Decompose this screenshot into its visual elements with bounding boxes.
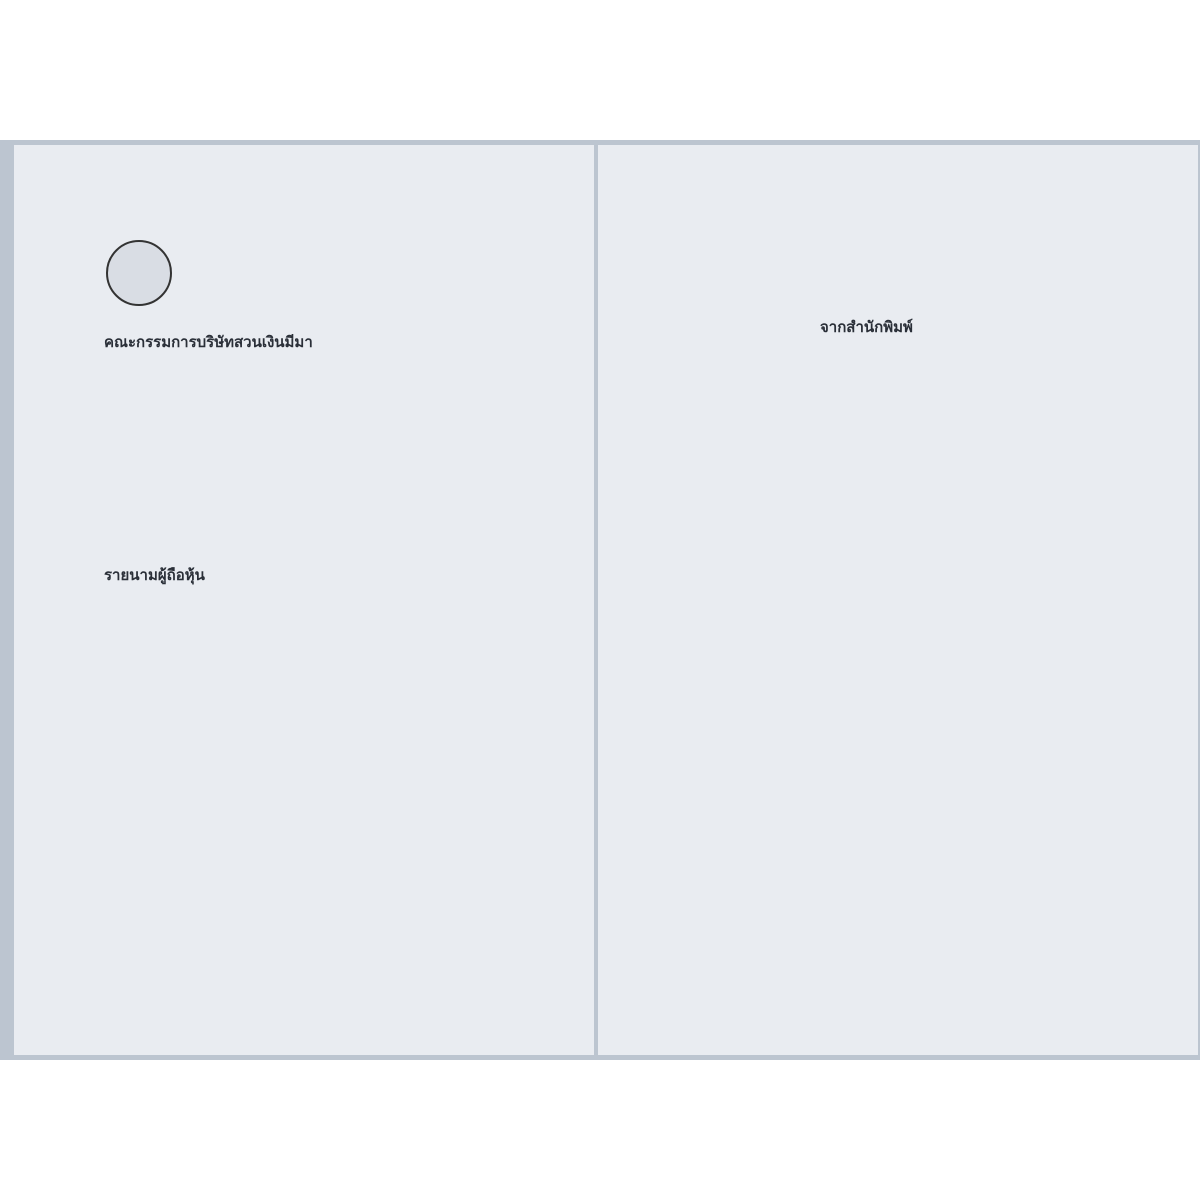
- right-page: [598, 145, 1198, 1055]
- right-heading: จากสำนักพิมพ์: [820, 318, 913, 336]
- shareholder-heading: รายนามผู้ถือหุ้น: [104, 566, 205, 584]
- board-heading: คณะกรรมการบริษัทสวนเงินมีมา: [104, 333, 313, 351]
- publisher-seal-icon: [106, 240, 172, 306]
- left-page: [14, 145, 594, 1055]
